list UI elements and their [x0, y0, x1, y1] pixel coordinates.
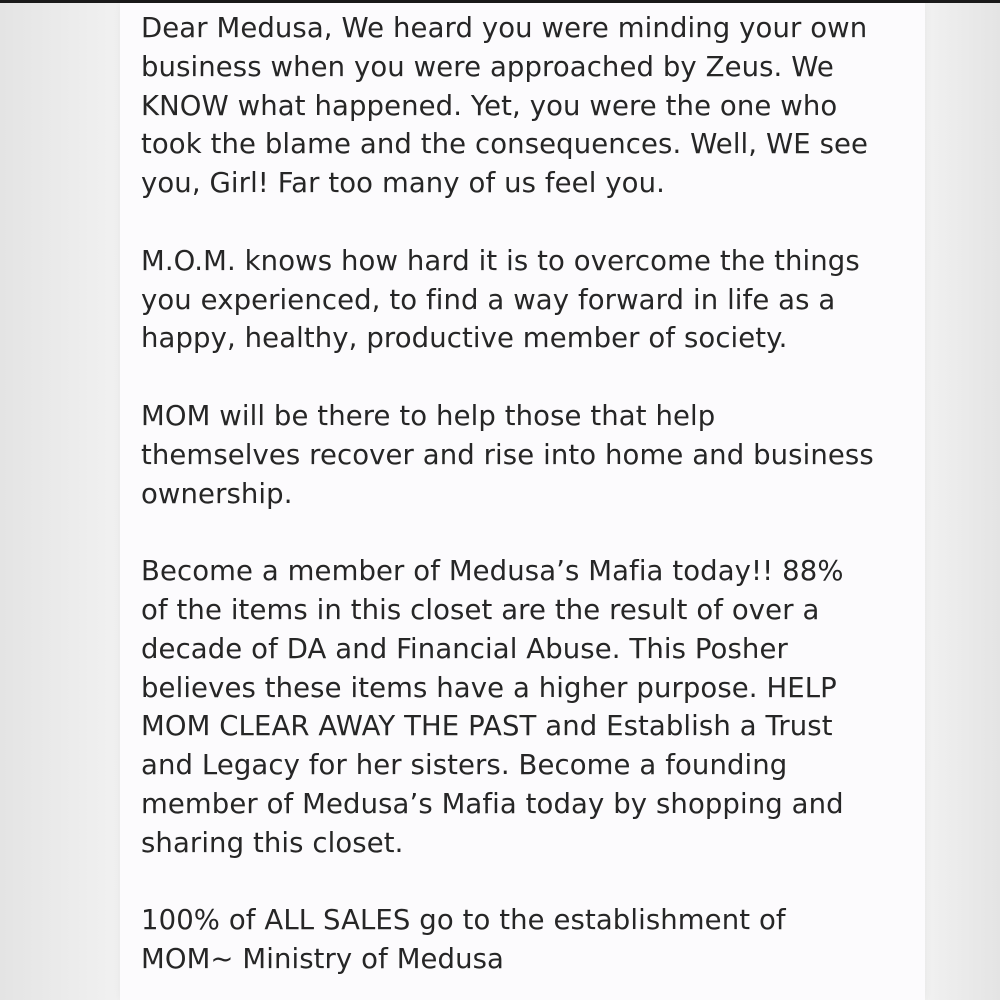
paragraph-mom-knows: M.O.M. knows how hard it is to overcome the things you experienced, to find a way forward in life as a happy, healthy, productive member of society.: [141, 244, 860, 355]
letter-body: [141, 9, 921, 979]
paragraph-sales: 100% of ALL SALES go to the establishment of MOM~ Ministry of Medusa: [141, 904, 786, 976]
left-margin: [0, 3, 120, 1000]
right-margin: [925, 3, 1000, 1000]
paragraph-greeting: Dear Medusa, We heard you were minding your own business when you were approached by Zeus. We KNOW what happened. Yet, you were the one who took the blame and the consequences. Well, WE see you, Girl! Far too many of us feel you.: [141, 12, 869, 200]
paragraph-become-member: Become a member of Medusa’s Mafia today!! 88% of the items in this closet are the result of over a decade of DA and Financial Abuse. This Posher believes these items have a higher purpose. HELP MOM CLEAR AWAY THE PAST and Establish a Trust and Legacy for her sisters. Become a founding member of Medusa’s Mafia today by shopping and sharing this closet.: [141, 555, 844, 859]
paragraph-mom-help: MOM will be there to help those that help themselves recover and rise into home and business ownership.: [141, 399, 874, 510]
